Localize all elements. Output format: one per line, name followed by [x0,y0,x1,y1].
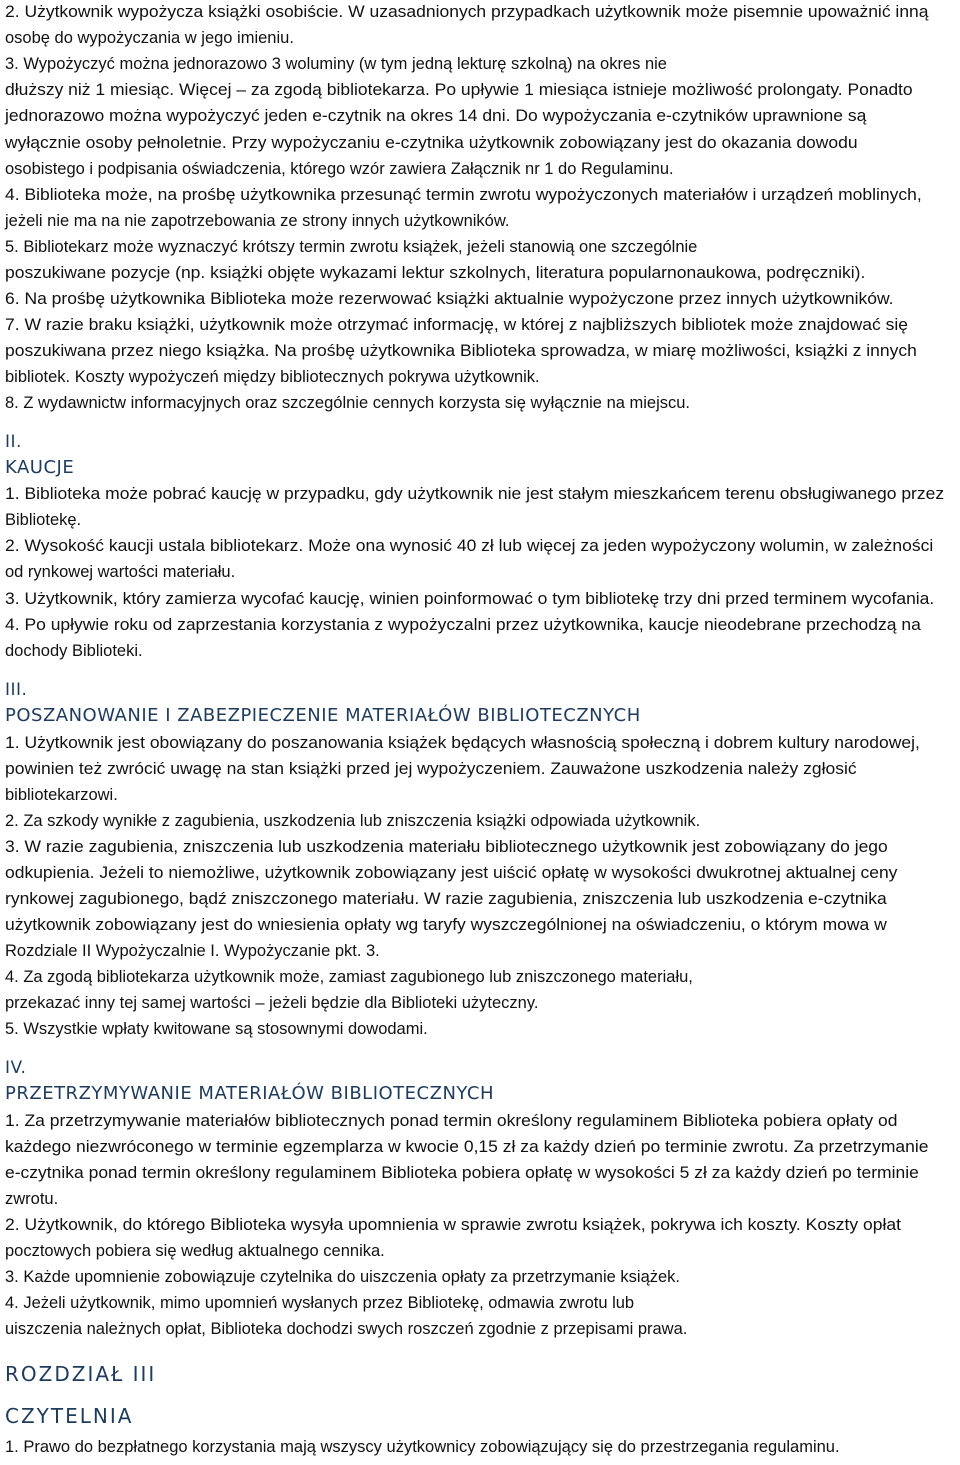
text-line: 4. Biblioteka może, na prośbę użytkownika przesunąć termin zwrotu wypożyczonych materiałów i urządzeń moblinych, [5,186,922,204]
section-heading: KAUCJE [5,457,75,478]
text-line: 2. Wysokość kaucji ustala bibliotekarz. Może ona wynosić 40 zł lub więcej za jeden wypożyczony wolumin, w zależności [5,537,934,555]
text-line: 1. Użytkownik jest obowiązany do poszanowania książek będących własnością społeczną i dobrem kultury narodowej, [5,734,920,752]
section-heading: POSZANOWANIE I ZABEZPIECZENIE MATERIAŁÓW BIBLIOTECZNYCH [5,705,641,726]
section-number: III. [5,680,28,700]
text-line: od rynkowej wartości materiału. [5,563,236,581]
chapter-heading: ROZDZIAŁ III [5,1362,157,1386]
text-line: 5. Wszystkie wpłaty kwitowane są stosownymi dowodami. [5,1020,428,1038]
text-line: 2. Użytkownik, do którego Biblioteka wysyła upomnienia w sprawie zwrotu książek, pokrywa ich koszty. Koszty opłat [5,1216,901,1234]
text-line: 2. Za szkody wynikłe z zagubienia, uszkodzenia lub zniszczenia książki odpowiada użytkownik. [5,812,701,830]
text-line: bibliotekarzowi. [5,786,118,804]
text-line: jednorazowo można wypożyczyć jeden e-czytnik na okres 14 dni. Do wypożyczania e-czytników uprawnione są [5,107,867,125]
chapter-heading: CZYTELNIA [5,1404,134,1428]
text-line: 2. Użytkownik wypożycza książki osobiście. W uzasadnionych przypadkach użytkownik może pisemnie upoważnić inną [5,3,929,21]
text-line: każdego niezwróconego w terminie egzemplarza w kwocie 0,15 zł za każdy dzień po terminie zwrotu. Za przetrzymanie [5,1138,929,1156]
text-line: jeżeli nie ma na nie zapotrzebowania ze strony innych użytkowników. [5,212,510,230]
text-line: 5. Bibliotekarz może wyznaczyć krótszy termin zwrotu książek, jeżeli stanowią one szczególnie [5,238,698,256]
text-line: 1. Biblioteka może pobrać kaucję w przypadku, gdy użytkownik nie jest stałym mieszkańcem terenu obsługiwanego przez [5,485,945,503]
text-line: rynkowej zagubionego, bądź zniszczonego materiału. W razie zagubienia, zniszczenia lub uszkodzenia e-czytnika [5,890,887,908]
text-line: dłuższy niż 1 miesiąc. Więcej – za zgodą bibliotekarza. Po upływie 1 miesiąca istnieje możliwość prolongaty. Ponadto [5,81,913,99]
text-line: 7. W razie braku książki, użytkownik może otrzymać informację, w której z najbliższych bibliotek może znajdować się [5,316,909,334]
text-line: 6. Na prośbę użytkownika Biblioteka może rezerwować książki aktualnie wypożyczone przez innych użytkowników. [5,290,894,308]
text-line: użytkownik zobowiązany jest do wniesienia opłaty wg taryfy wyszczególnionej na oświadczeniu, o którym mowa w [5,916,887,934]
text-line: poszukiwana przez niego książka. Na prośbę użytkownika Biblioteka sprowadza, w miarę możliwości, książki z innych [5,342,917,360]
text-line: pocztowych pobiera się według aktualnego cennika. [5,1242,385,1260]
text-line: 3. Każde upomnienie zobowiązuje czytelnika do uiszczenia opłaty za przetrzymanie książek. [5,1268,681,1286]
text-line: osobistego i podpisania oświadczenia, którego wzór zawiera Załącznik nr 1 do Regulaminu. [5,160,674,178]
section-number: IV. [5,1058,27,1078]
text-line: przekazać inny tej samej wartości – jeżeli będzie dla Biblioteki użyteczny. [5,994,539,1012]
text-line: 1. Prawo do bezpłatnego korzystania mają wszyscy użytkownicy zobowiązujący się do przestrzegania regulaminu. [5,1438,840,1456]
text-line: 4. Po upływie roku od zaprzestania korzystania z wypożyczalni przez użytkownika, kaucje nieodebrane przechodzą na [5,616,921,634]
text-line: osobę do wypożyczania w jego imieniu. [5,29,294,47]
section-heading: PRZETRZYMYWANIE MATERIAŁÓW BIBLIOTECZNYCH [5,1083,495,1104]
text-line: 3. W razie zagubienia, zniszczenia lub uszkodzenia materiału bibliotecznego użytkownik jest zobowiązany do jego [5,838,888,856]
text-line: powinien też zwrócić uwagę na stan książki przed jej wypożyczeniem. Zauważone uszkodzenia należy zgłosić [5,760,857,778]
text-line: 8. Z wydawnictw informacyjnych oraz szczególnie cennych korzysta się wyłącznie na miejscu. [5,394,691,412]
text-line: 1. Za przetrzymywanie materiałów bibliotecznych ponad termin określony regulaminem Biblioteka pobiera opłaty od [5,1112,898,1130]
text-line: 4. Jeżeli użytkownik, mimo upomnień wysłanych przez Bibliotekę, odmawia zwrotu lub [5,1294,635,1312]
text-line: Rozdziale II Wypożyczalnie I. Wypożyczanie pkt. 3. [5,942,380,960]
text-line: e-czytnika ponad termin określony regulaminem Biblioteka pobiera opłatę w wysokości 5 zł za każdy dzień po terminie [5,1164,919,1182]
text-line: dochody Biblioteki. [5,642,143,660]
text-line: zwrotu. [5,1190,59,1208]
text-line: wyłącznie osoby pełnoletnie. Przy wypożyczaniu e-czytnika użytkownik zobowiązany jest do okazania dowodu [5,134,858,152]
text-line: odkupienia. Jeżeli to niemożliwe, użytkownik zobowiązany jest uiścić opłatę w wysokości dwukrotnej aktualnej ceny [5,864,898,882]
text-line: 3. Użytkownik, który zamierza wycofać kaucję, winien poinformować o tym bibliotekę trzy dni przed terminem wycofania. [5,590,935,608]
text-line: 4. Za zgodą bibliotekarza użytkownik może, zamiast zagubionego lub zniszczonego materiału, [5,968,693,986]
text-line: 3. Wypożyczyć można jednorazowo 3 woluminy (w tym jedną lekturę szkolną) na okres nie [5,55,667,73]
text-line: uiszczenia należnych opłat, Biblioteka dochodzi swych roszczeń zgodnie z przepisami prawa. [5,1320,688,1338]
text-line: bibliotek. Koszty wypożyczeń między bibliotecznych pokrywa użytkownik. [5,368,540,386]
text-line: Bibliotekę. [5,511,82,529]
section-number: II. [5,432,22,452]
text-line: poszukiwane pozycje (np. książki objęte wykazami lektur szkolnych, literatura popularnonaukowa, podręczniki). [5,264,866,282]
